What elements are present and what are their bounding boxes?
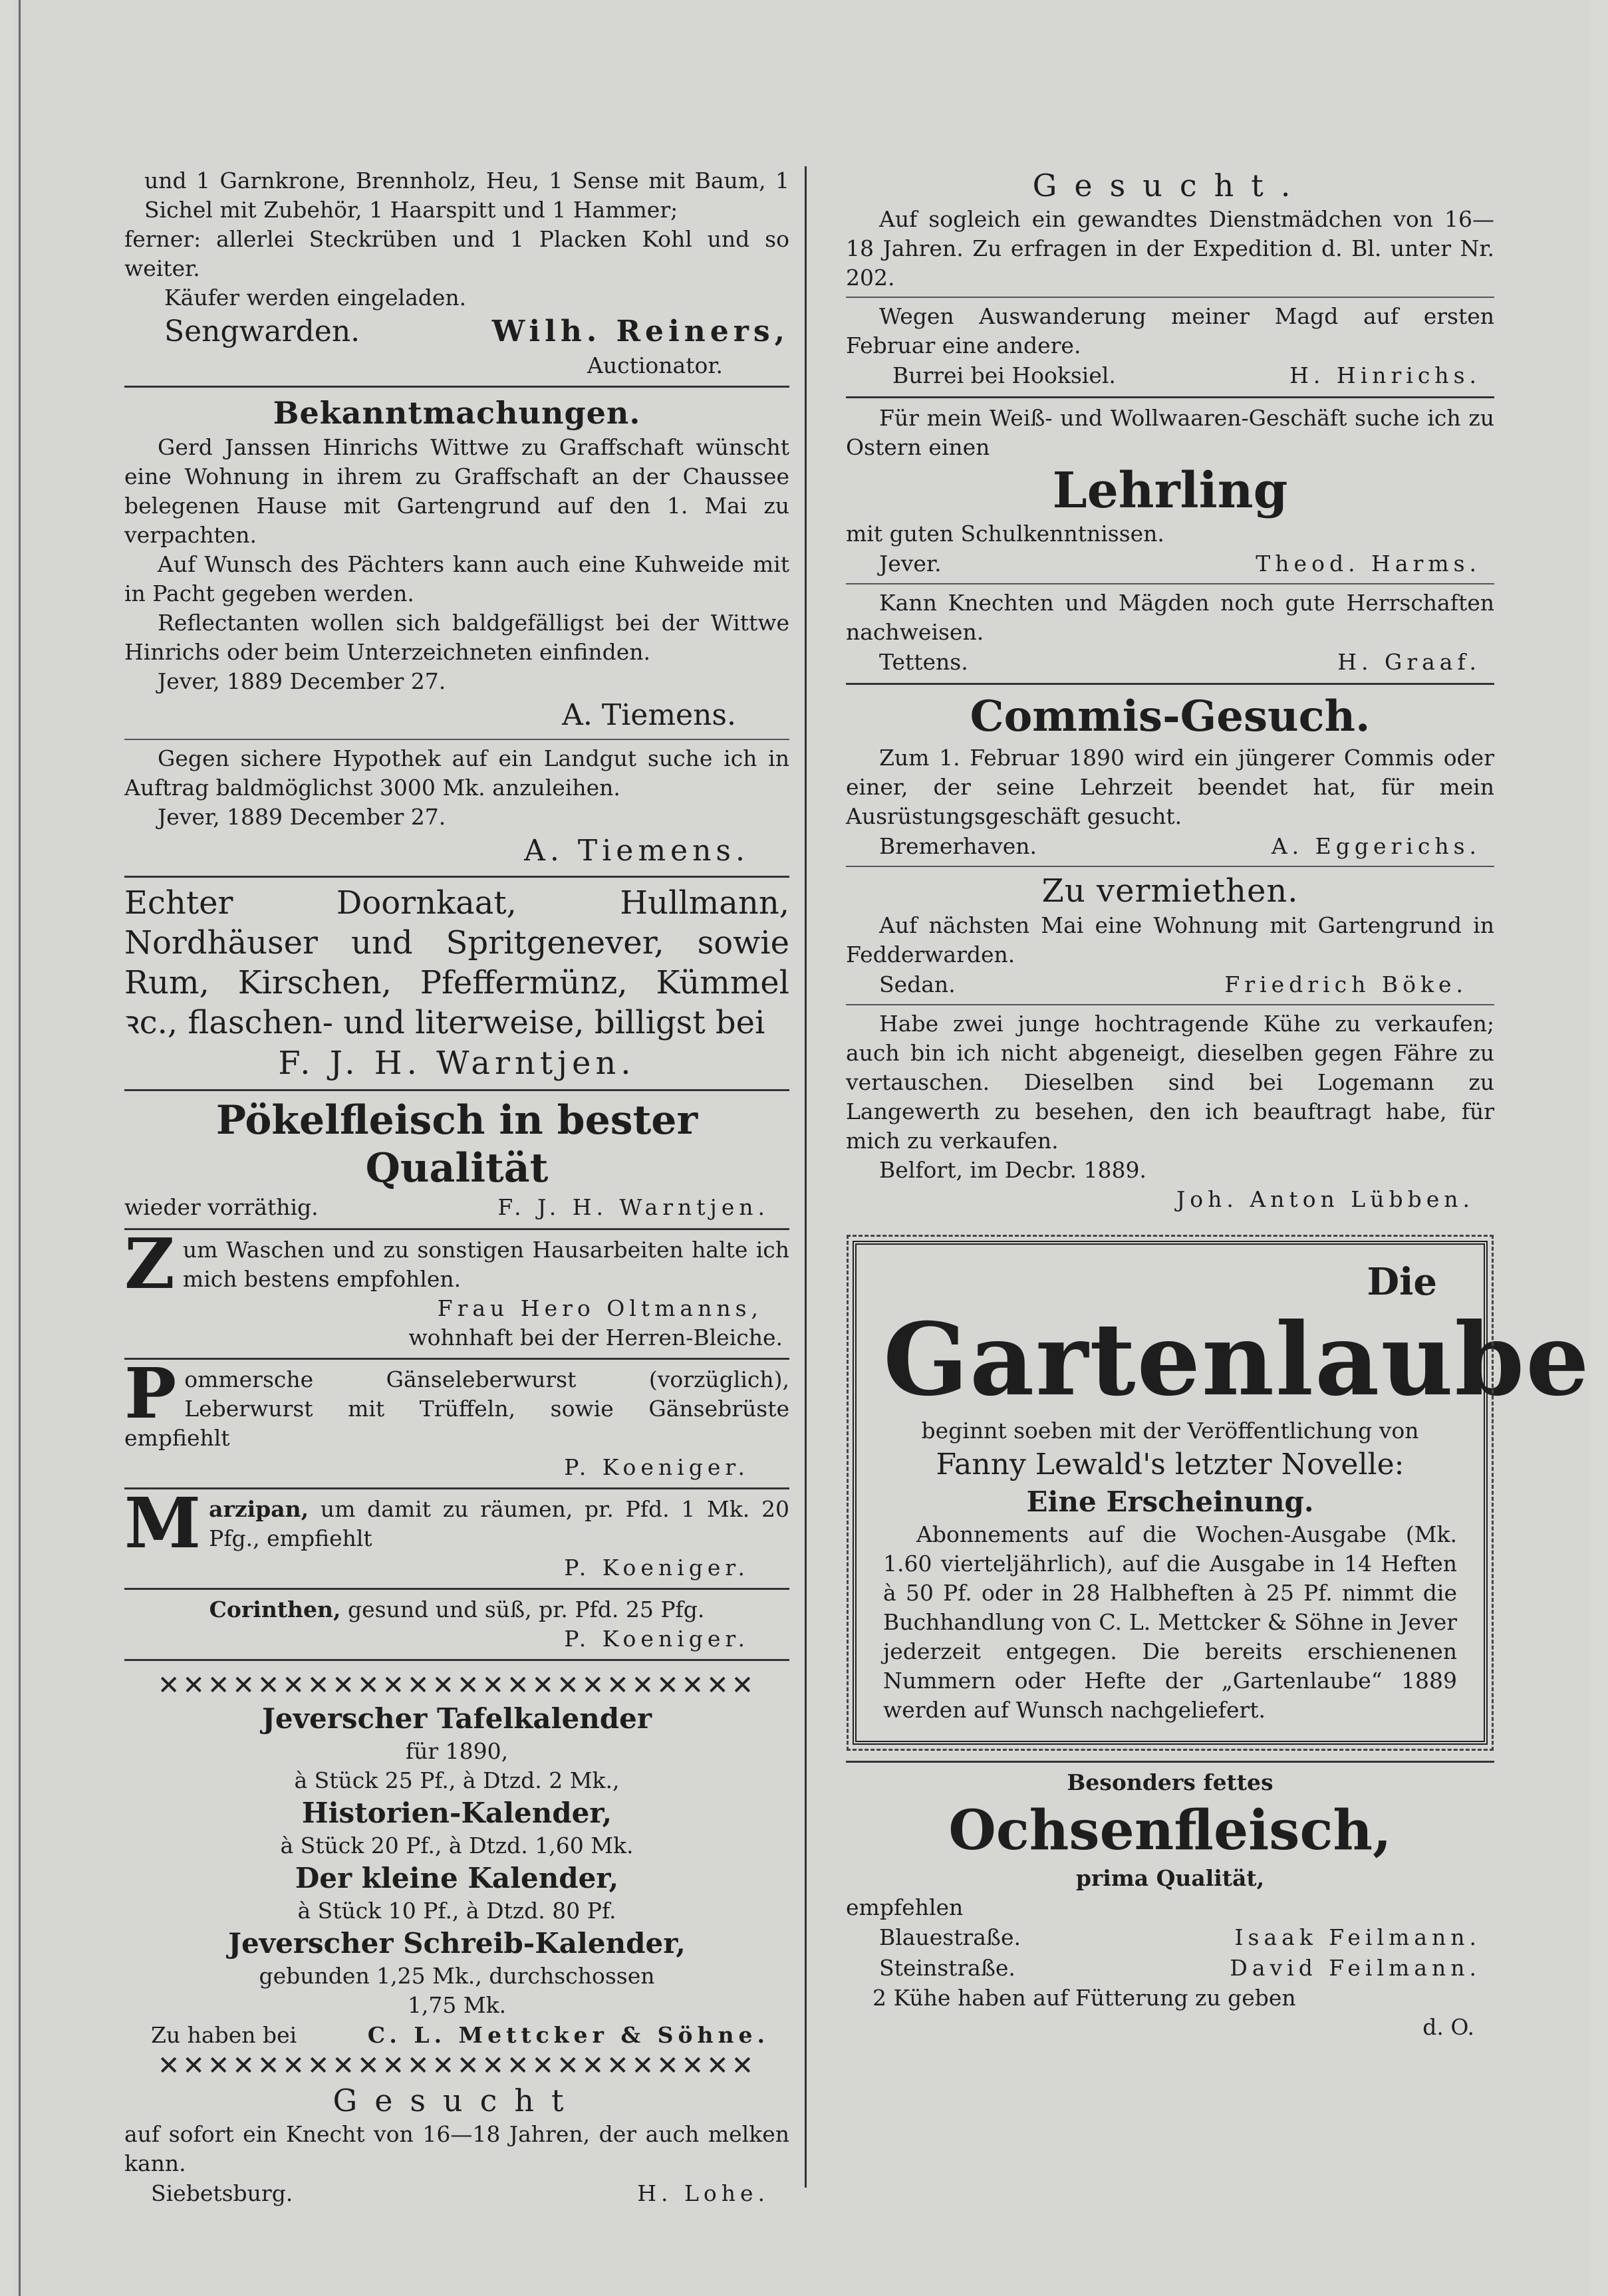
commis-heading: Commis-Gesuch. [970, 692, 1371, 741]
knechte-ad [846, 588, 1494, 678]
corinthen-lead: Corinthen, [209, 1596, 341, 1622]
bekannt-date: Jever, 1889 December 27. [158, 668, 446, 694]
hypothek-sign: A. Tiemens. [524, 834, 749, 868]
kalender-heading-2: Historien-Kalender, [301, 1797, 612, 1829]
poekel-left: wieder vorräthig. [124, 1194, 319, 1220]
vermiethen-ad [846, 871, 1494, 1000]
rule [124, 876, 789, 878]
vermiethen-sign: Friedrich Böke. [1224, 971, 1468, 997]
gesucht-knecht-heading: Gesucht [333, 2083, 581, 2118]
kalender-heading-1: Jeverscher Tafelkalender [261, 1702, 652, 1735]
waschen-sign-1: Frau Hero Oltmanns, [437, 1295, 763, 1321]
rule [124, 1659, 789, 1661]
auswanderung-text: Wegen Auswanderung meiner Magd auf ersten Februar eine andere. [846, 303, 1494, 358]
rule [846, 583, 1494, 584]
bekannt-p1: Gerd Janssen Hinrichs Wittwe zu Graffschaft wünscht eine Wohnung in ihrem zu Graffschaft an der Chaussee belegenen Hause mit Gartengrund auf den 1. Mai zu verpachten. [124, 434, 789, 548]
kalender-heading-4: Jeverscher Schreib-Kalender, [228, 1927, 686, 1960]
commis-place: Bremerhaven. [879, 833, 1037, 859]
page-edge [19, 0, 21, 2296]
kalender-line-2: à Stück 25 Pf., à Dtzd. 2 Mk., [294, 1767, 620, 1793]
marzipan-text: um damit zu räumen, pr. Pfd. 1 Mk. 20 Pfg., empfiehlt [209, 1496, 789, 1551]
rule [124, 1228, 789, 1230]
knechte-text: Kann Knechten und Mägden noch gute Herrschaften nachweisen. [846, 590, 1494, 645]
kuehe-sign: Joh. Anton Lübben. [1176, 1186, 1474, 1212]
gartenlaube-ad-frame [853, 1241, 1591, 1745]
waschen-ad [124, 1235, 789, 1352]
commis-ad [846, 690, 1494, 862]
ochsen-final-sign: d. O. [1422, 2014, 1474, 2040]
knechte-sign: H. Graaf. [1337, 649, 1481, 675]
lehrling-intro: Für mein Weiß- und Wollwaaren-Geschäft suche ich zu Ostern einen [846, 405, 1494, 460]
poekelfleisch-ad [124, 1096, 789, 1223]
auction-line-1: und 1 Garnkrone, Brennholz, Heu, 1 Sense mit Baum, 1 Sichel mit Zubehör, 1 Haarspitt und 1 Hammer; [144, 168, 789, 223]
gartenlaube-line-3: Eine Erscheinung. [1026, 1485, 1314, 1518]
gartenlaube-line-2: Fanny Lewald's letzter Novelle: [936, 1448, 1405, 1481]
ochsen-sign-1: Isaak Feilmann. [1234, 1924, 1481, 1950]
waschen-dropcap: Z [124, 1235, 175, 1305]
doornkaat-text: Echter Doornkaat, Hullmann, Nordhäuser und Spritgenever, sowie Rum, Kirschen, Pfeffermünz, Kümmel ꝛc., flaschen- und literweise, billigst bei [124, 884, 789, 1041]
ochsen-heading: Ochsenfleisch, [948, 1799, 1392, 1862]
rule [124, 1487, 789, 1489]
ochsen-empf: empfehlen [846, 1894, 964, 1920]
rule [846, 1761, 1494, 1763]
ornament-border-top: ✕✕✕✕✕✕✕✕✕✕✕✕✕✕✕✕✕✕✕✕✕✕✕✕ [157, 1670, 757, 1701]
gesucht-dienstmaedchen-ad [846, 166, 1494, 293]
hypothek-text: Gegen sichere Hypothek auf ein Landgut suche ich in Auftrag baldmöglichst 3000 Mk. anzuleihen. [124, 745, 789, 801]
kuehe-ad [846, 1009, 1494, 1214]
waschen-sign-2: wohnhaft bei der Herren-Bleiche. [408, 1325, 783, 1350]
column-divider [805, 166, 807, 2188]
gartenlaube-heading: Gartenlaube [883, 1301, 1591, 1418]
kalender-line-5: gebunden 1,25 Mk., durchschossen [259, 1963, 655, 1989]
auswanderung-ad [846, 302, 1494, 391]
poekel-sign: F. J. H. Warntjen. [497, 1194, 769, 1220]
hypothek-date: Jever, 1889 December 27. [158, 804, 446, 830]
auction-line-3: Käufer werden eingeladen. [164, 285, 467, 311]
gartenlaube-body: Abonnements auf die Wochen-Ausgabe (Mk. 1.60 vierteljährlich), auf die Ausgabe in 14 Heften à 50 Pf. oder in 28 Halbheften à 25 Pf. nimmt die Buchhandlung von C. L. Mettcker & Söhne in Jever jederzeit entgegen. Die bereits erschienenen Nummern oder Hefte der „Gartenlaube“ 1889 werden auf Wunsch nachgeliefert. [883, 1521, 1457, 1723]
auction-title: Auctionator. [587, 352, 723, 378]
kalender-line-3: à Stück 20 Pf., à Dtzd. 1,60 Mk. [280, 1833, 634, 1858]
ochsenfleisch-ad [846, 1768, 1494, 2042]
bekanntmachungen-ad [124, 393, 789, 735]
corinthen-sign: P. Koeniger. [564, 1626, 749, 1652]
ochsen-address-1: Blauestraße. [879, 1924, 1021, 1950]
auction-place: Sengwarden. [164, 315, 360, 348]
vermiethen-text: Auf nächsten Mai eine Wohnung mit Gartengrund in Fedderwarden. [846, 912, 1494, 967]
auction-line-2: ferner: allerlei Steckrüben und 1 Placken Kohl und so weiter. [124, 226, 789, 281]
gartenlaube-die: Die [1367, 1260, 1437, 1304]
kalender-ad [124, 1670, 789, 2081]
left-column [124, 166, 789, 2209]
pommersche-text: ommersche Gänseleberwurst (vorzüglich), Leberwurst mit Trüffeln, sowie Gänsebrüste empfiehlt [124, 1366, 789, 1451]
lehrling-ad [846, 404, 1494, 579]
vermiethen-heading: Zu vermiethen. [1041, 872, 1299, 910]
lehrling-heading: Lehrling [1052, 462, 1288, 519]
knechte-place: Tettens. [879, 649, 968, 675]
kalender-line-1: für 1890, [405, 1738, 509, 1764]
gartenlaube-line-1: beginnt soeben mit der Veröffentlichung von [921, 1418, 1419, 1444]
kuehe-date: Belfort, im Decbr. 1889. [879, 1157, 1146, 1183]
commis-sign: A. Eggerichs. [1271, 833, 1481, 859]
rule [846, 396, 1494, 398]
gesucht-knecht-place: Siebetsburg. [151, 2180, 293, 2206]
rule [124, 739, 789, 740]
poekel-heading: Pökelfleisch in bester Qualität [215, 1097, 698, 1192]
auction-name: Wilh. Reiners, [491, 315, 789, 348]
kalender-heading-3: Der kleine Kalender, [295, 1862, 619, 1894]
kalender-firm: C. L. Mettcker & Söhne. [367, 2022, 769, 2048]
marzipan-dropcap: M [124, 1495, 201, 1564]
gesucht-text: Auf sogleich ein gewandtes Dienstmädchen von 16—18 Jahren. Zu erfragen in der Expedition d. Bl. unter Nr. 202. [846, 206, 1494, 291]
bekannt-sign: A. Tiemens. [562, 698, 736, 732]
kuehe-text: Habe zwei junge hochtragende Kühe zu verkaufen; auch bin ich nicht abgeneigt, dieselben gegen Fähre zu vertauschen. Dieselben sind bei Logemann zu Langewerth zu besehen, den ich beauftragt habe, für mich zu verkaufen. [846, 1011, 1494, 1154]
vermiethen-place: Sedan. [879, 971, 956, 997]
rule [846, 1004, 1494, 1005]
rule [846, 683, 1494, 685]
pommersche-ad [124, 1365, 789, 1482]
corinthen-text: gesund und süß, pr. Pfd. 25 Pfg. [348, 1596, 705, 1622]
lehrling-place: Jever. [879, 551, 942, 576]
ochsen-quality: prima Qualität, [1075, 1865, 1265, 1891]
bekanntmachungen-heading: Bekanntmachungen. [273, 395, 641, 431]
auswanderung-sign: H. Hinrichs. [1289, 362, 1481, 388]
commis-text: Zum 1. Februar 1890 wird ein jüngerer Commis oder einer, der seine Lehrzeit beendet hat, für mein Ausrüstungsgeschäft gesucht. [846, 745, 1494, 829]
ochsen-top: Besonders fettes [1067, 1769, 1273, 1795]
ochsen-address-2: Steinstraße. [879, 1955, 1015, 1981]
right-column [846, 166, 1591, 2042]
rule [124, 1588, 789, 1590]
kalender-line-6: 1,75 Mk. [407, 1992, 507, 2018]
newspaper-page [15, 0, 1591, 2296]
marzipan-lead: arzipan, [209, 1496, 309, 1522]
auction-ad [124, 166, 789, 380]
gesucht-heading: Gesucht. [1032, 168, 1308, 203]
bekannt-p2: Auf Wunsch des Pächters kann auch eine Kuhweide mit in Pacht gegeben werden. [124, 551, 789, 606]
bekannt-p3: Reflectanten wollen sich baldgefälligst bei der Wittwe Hinrichs oder beim Unterzeichneten einfinden. [124, 610, 789, 665]
gesucht-knecht-text: auf sofort ein Knecht von 16—18 Jahren, der auch melken kann. [124, 2121, 789, 2176]
waschen-text: um Waschen und zu sonstigen Hausarbeiten halte ich mich bestens empfohlen. [182, 1237, 789, 1292]
gesucht-knecht-ad [124, 2081, 789, 2209]
marzipan-sign: P. Koeniger. [564, 1555, 749, 1581]
doornkaat-ad [124, 883, 789, 1084]
gesucht-knecht-sign: H. Lohe. [637, 2180, 769, 2206]
hypothek-ad [124, 744, 789, 870]
rule [846, 297, 1494, 298]
rule [124, 386, 789, 388]
lehrling-sign: Theod. Harms. [1256, 551, 1481, 576]
pommersche-dropcap: P [124, 1365, 177, 1434]
corinthen-ad [124, 1595, 789, 1654]
ornament-border-bottom: ✕✕✕✕✕✕✕✕✕✕✕✕✕✕✕✕✕✕✕✕✕✕✕✕ [157, 2051, 757, 2081]
kalender-avail: Zu haben bei [151, 2022, 297, 2048]
auswanderung-place: Burrei bei Hooksiel. [892, 362, 1116, 388]
rule [846, 866, 1494, 867]
ochsen-kuehe: 2 Kühe haben auf Fütterung zu geben [872, 1985, 1296, 2011]
lehrling-text: mit guten Schulkenntnissen. [846, 521, 1164, 547]
pommersche-sign: P. Koeniger. [564, 1454, 749, 1480]
rule [124, 1358, 789, 1360]
marzipan-ad [124, 1495, 789, 1583]
ochsen-sign-2: David Feilmann. [1230, 1955, 1481, 1981]
doornkaat-sign: F. J. H. Warntjen. [278, 1045, 636, 1082]
kalender-line-4: à Stück 10 Pf., à Dtzd. 80 Pf. [297, 1898, 616, 1924]
rule [124, 1089, 789, 1091]
